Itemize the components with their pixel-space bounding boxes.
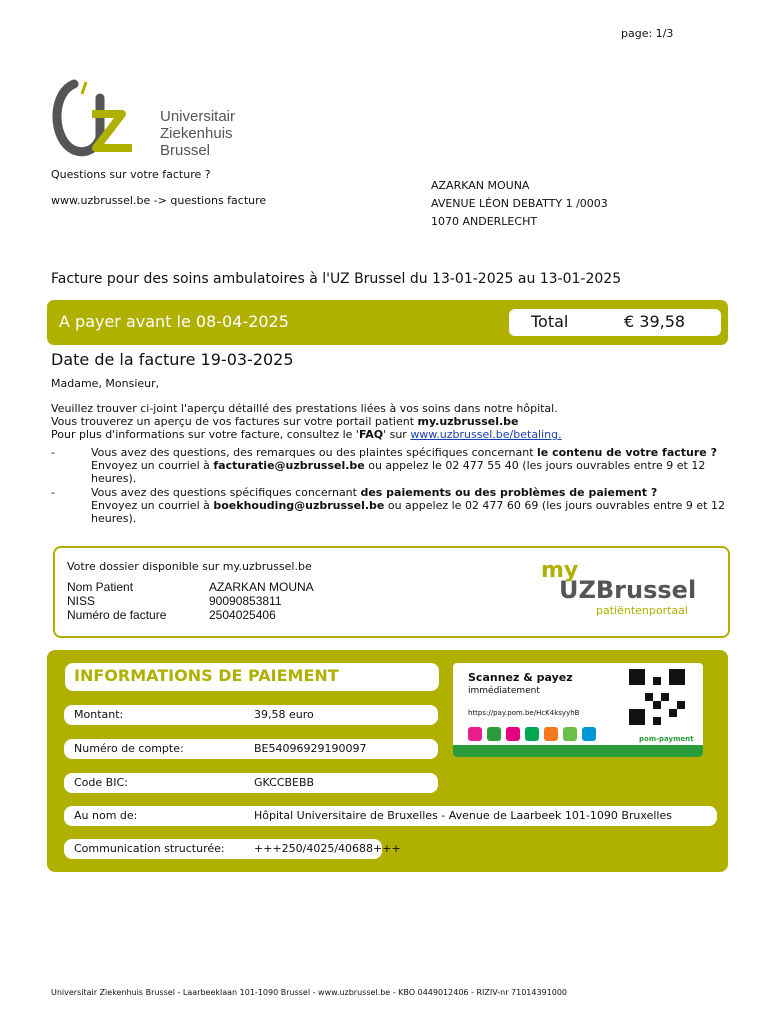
payment-row-account <box>64 739 438 759</box>
qr-payment-card[interactable] <box>453 663 703 757</box>
qr-card-footer-band <box>453 745 703 757</box>
payment-value: BE54096929190097 <box>254 742 367 755</box>
bullet-text: ou appelez le 02 477 55 40 (les jours ouvrables entre 9 et 12 heures). <box>91 459 706 485</box>
payment-value: GKCCBEBB <box>254 776 315 789</box>
recipient-address <box>431 177 608 231</box>
billing-email[interactable]: facturatie@uzbrussel.be <box>213 459 365 472</box>
bullet-payment <box>51 486 731 525</box>
bullet-bold: des paiements ou des problèmes de paiement ? <box>360 486 658 499</box>
payment-value: +++250/4025/40688+++ <box>254 842 401 855</box>
faq-label: FAQ <box>358 428 384 441</box>
brand-sub: patiëntenportaal <box>596 604 688 617</box>
payment-due-bar <box>47 300 728 345</box>
letter-line-3-sep: ' sur <box>383 428 411 441</box>
portal-name: my.uzbrussel.be <box>417 415 519 428</box>
qr-title: Scannez & payez <box>468 671 573 684</box>
bullet-bold: le contenu de votre facture ? <box>537 446 717 459</box>
letter-line-2 <box>51 415 731 428</box>
total-box <box>509 309 721 336</box>
recipient-name: AZARKAN MOUNA <box>431 179 530 192</box>
dossier-label: Nom Patient <box>67 580 134 594</box>
logo-line-3: Brussel <box>160 142 211 159</box>
payment-label: Numéro de compte: <box>74 742 184 755</box>
recipient-street: AVENUE LÉON DEBATTY 1 /0003 <box>431 197 608 210</box>
uz-logo-mark-icon <box>52 78 152 160</box>
qr-url[interactable]: https://pay.pom.be/HcK4ksyyhB <box>468 709 580 717</box>
bullet-text: Envoyez un courriel à <box>91 459 214 472</box>
payment-panel <box>47 650 728 872</box>
bullet-text: Vous avez des questions spécifiques concernant <box>91 486 361 499</box>
greeting: Madame, Monsieur, <box>51 377 160 390</box>
contact-question: Questions sur votre facture ? <box>51 168 211 181</box>
qr-subtitle: immédiatement <box>468 686 540 696</box>
due-date: A payer avant le 08-04-2025 <box>59 312 289 331</box>
payment-label: Communication structurée: <box>74 842 225 855</box>
dossier-value: AZARKAN MOUNA <box>209 580 314 594</box>
logo-line-1: Universitair <box>160 108 236 125</box>
accounting-email[interactable]: boekhouding@uzbrussel.be <box>213 499 385 512</box>
dossier-value: 90090853811 <box>209 594 282 608</box>
dossier-header: Votre dossier disponible sur my.uzbrussel.be <box>67 560 312 573</box>
payment-app-icons <box>468 726 601 745</box>
payment-value: Hôpital Universitaire de Bruxelles - Avenue de Laarbeek 101-1090 Bruxelles <box>254 809 672 822</box>
total-label: Total <box>531 312 569 331</box>
payment-row-bic <box>64 773 438 793</box>
dossier-row <box>67 594 282 608</box>
letter-line-2-text: Vous trouverez un aperçu de vos factures sur votre portail patient <box>51 415 418 428</box>
dossier-row <box>67 608 276 622</box>
my-uz-brussel-logo <box>541 558 701 618</box>
brand-uz: UZBrussel <box>559 576 697 604</box>
invoice-date: Date de la facture 19-03-2025 <box>51 350 294 369</box>
contact-link[interactable]: www.uzbrussel.be -> questions facture <box>51 194 267 207</box>
payment-label: Montant: <box>74 708 124 721</box>
pom-brand: pom-payment <box>639 735 694 743</box>
brand-my: my <box>541 558 579 583</box>
payment-label: Au nom de: <box>74 809 138 822</box>
app-icon <box>582 727 596 741</box>
bullet-text: Vous avez des questions, des remarques ou des plaintes spécifiques concernant <box>91 446 538 459</box>
dossier-box <box>53 546 730 638</box>
dossier-label: NISS <box>67 594 96 608</box>
contact-bullets <box>51 446 731 526</box>
payment-title-box <box>65 663 439 691</box>
letter-line-3 <box>51 428 731 441</box>
bullet-text: ou appelez le 02 477 60 69 (les jours ouvrables entre 9 et 12 heures). <box>91 499 725 525</box>
payment-row-communication <box>64 839 401 859</box>
page-footer: Universitair Ziekenhuis Brussel - Laarbeeklaan 101-1090 Brussel - www.uzbrussel.be - KBO 0449012406 - RIZIV-nr 71014391000 <box>51 988 568 997</box>
dossier-value: 2504025406 <box>209 608 276 622</box>
bullet-text: Envoyez un courriel à <box>91 499 214 512</box>
app-icon <box>525 727 539 741</box>
page-number: page: 1/3 <box>621 27 674 40</box>
app-icon <box>468 727 482 741</box>
dossier-label: Numéro de facture <box>67 608 167 622</box>
app-icon <box>487 727 501 741</box>
invoice-title: Facture pour des soins ambulatoires à l'UZ Brussel du 13-01-2025 au 13-01-2025 <box>51 271 622 287</box>
letter-line-1: Veuillez trouver ci-joint l'aperçu détaillé des prestations liées à vos soins dans notre hôpital. <box>51 402 558 415</box>
letter-body <box>51 402 731 441</box>
bullet-content <box>51 446 731 485</box>
payment-title: INFORMATIONS DE PAIEMENT <box>74 666 339 685</box>
payment-info-link[interactable]: www.uzbrussel.be/betaling. <box>410 428 562 441</box>
uz-brussel-logo <box>52 78 252 160</box>
payment-row-beneficiary <box>64 806 717 826</box>
payment-label: Code BIC: <box>74 776 128 789</box>
logo-line-2: Ziekenhuis <box>160 125 233 142</box>
letter-line-3-text: Pour plus d'informations sur votre facture, consultez le ' <box>51 428 359 441</box>
app-icon <box>563 727 577 741</box>
dossier-row <box>67 580 314 594</box>
payment-row-amount <box>64 705 438 725</box>
payment-value: 39,58 euro <box>254 708 314 721</box>
total-amount: € 39,58 <box>624 312 686 331</box>
app-icon <box>544 727 558 741</box>
qr-code-icon <box>629 669 685 725</box>
bullet-dash: - <box>51 446 55 459</box>
bullet-dash: - <box>51 486 55 499</box>
app-icon <box>506 727 520 741</box>
recipient-city: 1070 ANDERLECHT <box>431 215 538 228</box>
